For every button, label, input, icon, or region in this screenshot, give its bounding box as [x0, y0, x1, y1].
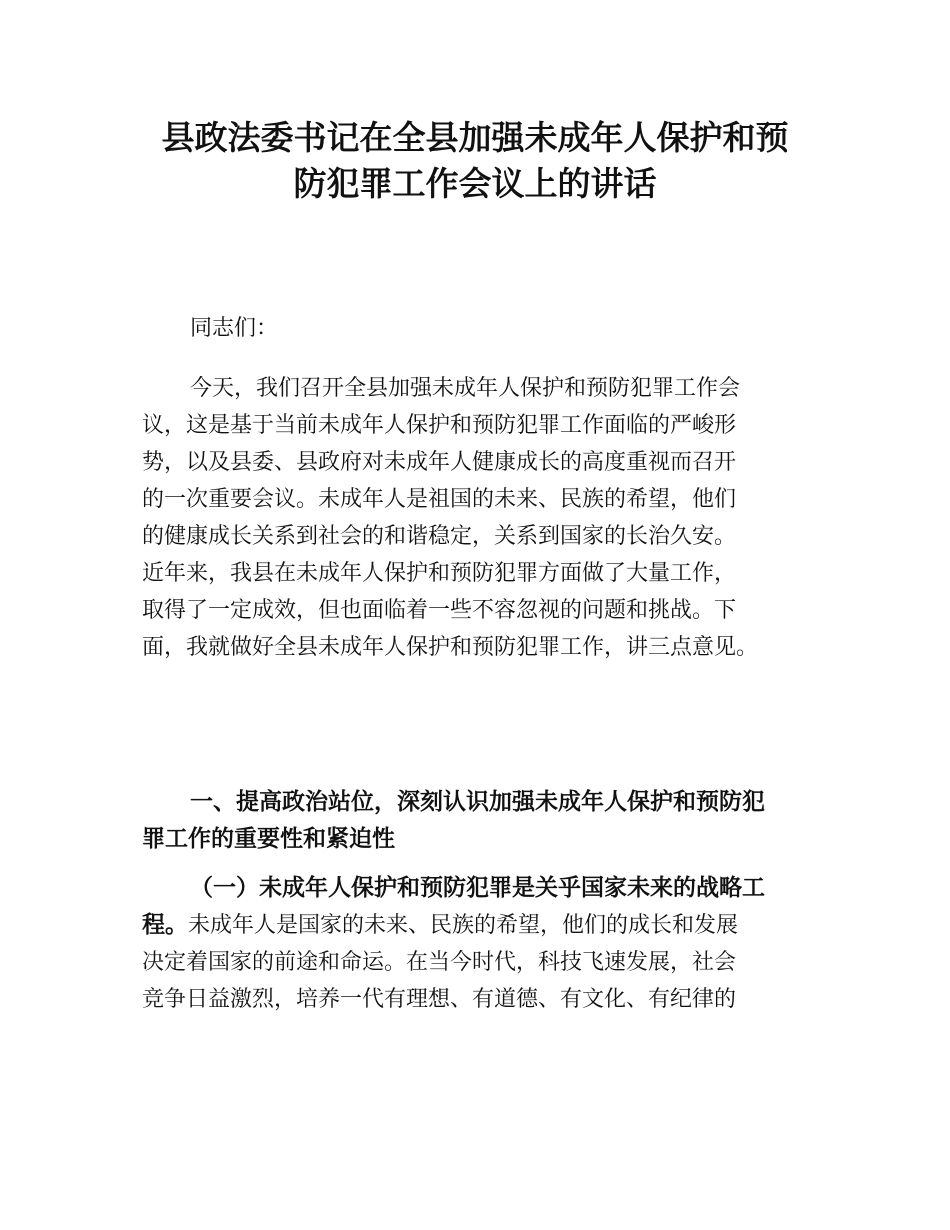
intro-line: 的健康成长关系到社会的和谐稳定，关系到国家的长治久安。 — [142, 524, 737, 549]
subsection-heading-end: 程。 — [142, 912, 188, 938]
title-line-2: 防犯罪工作会议上的讲话 — [293, 164, 657, 203]
intro-paragraph — [142, 370, 822, 666]
section-heading-line: 一、提高政治站位，深刻认识加强未成年人保护和预防犯 — [190, 789, 765, 815]
subsection-body-start: 未成年人是国家的未来、民族的希望，他们的成长和发展 — [188, 913, 739, 938]
title-line-1: 县政法委书记在全县加强未成年人保护和预 — [161, 118, 789, 157]
document-title — [120, 115, 830, 207]
subsection-line: 竞争日益激烈，培养一代有理想、有道德、有文化、有纪律的 — [142, 987, 737, 1012]
intro-line: 议，这是基于当前未成年人保护和预防犯罪工作面临的严峻形 — [142, 413, 737, 438]
subsection-line — [142, 907, 822, 944]
intro-line: 今天，我们召开全县加强未成年人保护和预防犯罪工作会 — [190, 376, 741, 401]
subsection-line: 决定着国家的前途和命运。在当今时代，科技飞速发展，社会 — [142, 950, 737, 975]
subsection-heading-line: （一）未成年人保护和预防犯罪是关乎国家未来的战略工 — [190, 875, 765, 901]
intro-line: 势，以及县委、县政府对未成年人健康成长的高度重视而召开 — [142, 450, 737, 475]
greeting: 同志们： — [190, 316, 279, 341]
intro-line: 面，我就做好全县未成年人保护和预防犯罪工作，讲三点意见。 — [142, 635, 759, 660]
intro-line: 取得了一定成效，但也面临着一些不容忽视的问题和挑战。下 — [142, 598, 737, 623]
intro-line: 的一次重要会议。未成年人是祖国的未来、民族的希望，他们 — [142, 487, 737, 512]
section-heading-line: 罪工作的重要性和紧迫性 — [142, 826, 395, 852]
subsection-1-paragraph — [142, 870, 822, 1018]
section-heading-1 — [142, 784, 822, 858]
intro-line: 近年来，我县在未成年人保护和预防犯罪方面做了大量工作， — [142, 561, 737, 586]
